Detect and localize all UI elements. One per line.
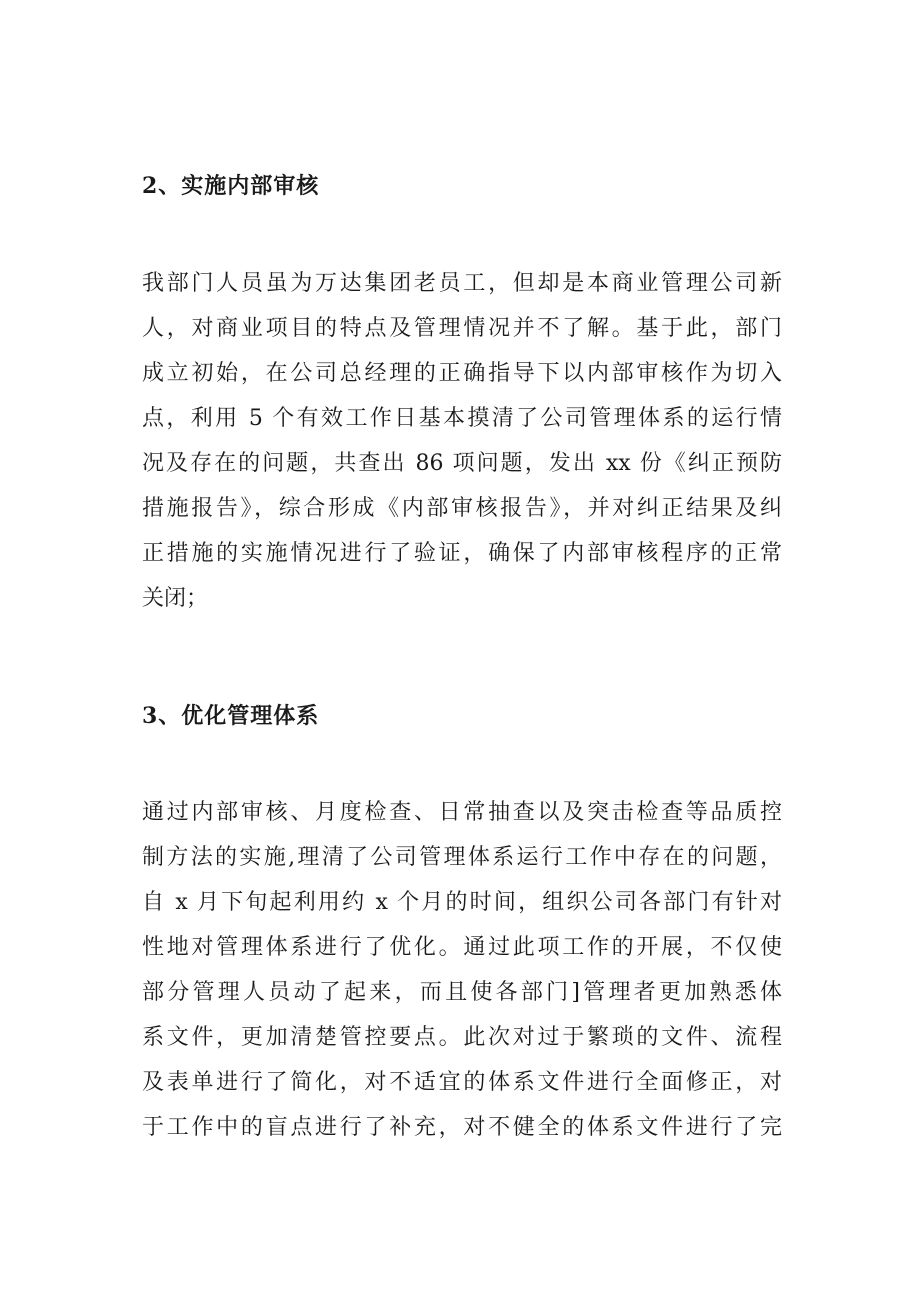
paragraph-line: 及表单进行了简化，对不适宜的体系文件进行全面修正，对: [142, 1070, 782, 1095]
section-heading-internal-audit: 2、实施内部审核: [142, 173, 320, 199]
paragraph-line: 我部门人员虽为万达集团老员工，但却是本商业管理公司新: [142, 271, 782, 296]
paragraph-line: 通过内部审核、月度检查、日常抽查以及突击检查等品质控: [142, 800, 782, 825]
paragraph-line: 措施报告》，综合形成《内部审核报告》，并对纠正结果及纠: [142, 496, 782, 521]
paragraph-line: 性地对管理体系进行了优化。通过此项工作的开展，不仅使: [142, 935, 782, 960]
paragraph-line: 正措施的实施情况进行了验证，确保了内部审核程序的正常: [142, 541, 782, 566]
paragraph-line: 于工作中的盲点进行了补充，对不健全的体系文件进行了完: [142, 1115, 782, 1140]
paragraph-line: 点，利用 5 个有效工作日基本摸清了公司管理体系的运行情: [142, 406, 782, 431]
paragraph-line: 自 x 月下旬起利用约 x 个月的时间，组织公司各部门有针对: [142, 890, 782, 915]
paragraph-line: 关闭；: [142, 586, 209, 611]
paragraph-line: 人，对商业项目的特点及管理情况并不了解。基于此，部门: [142, 316, 782, 341]
section-heading-optimize-system: 3、优化管理体系: [142, 703, 320, 729]
paragraph-line: 成立初始，在公司总经理的正确指导下以内部审核作为切入: [142, 361, 782, 386]
paragraph-line: 系文件，更加清楚管控要点。此次对过于繁琐的文件、流程: [142, 1025, 782, 1050]
paragraph-line: 制方法的实施,理清了公司管理体系运行工作中存在的问题，: [142, 845, 782, 870]
paragraph-line: 况及存在的问题，共查出 86 项问题，发出 xx 份《纠正预防: [142, 451, 782, 476]
paragraph-line: 部分管理人员动了起来，而且使各部门]管理者更加熟悉体: [142, 980, 782, 1005]
